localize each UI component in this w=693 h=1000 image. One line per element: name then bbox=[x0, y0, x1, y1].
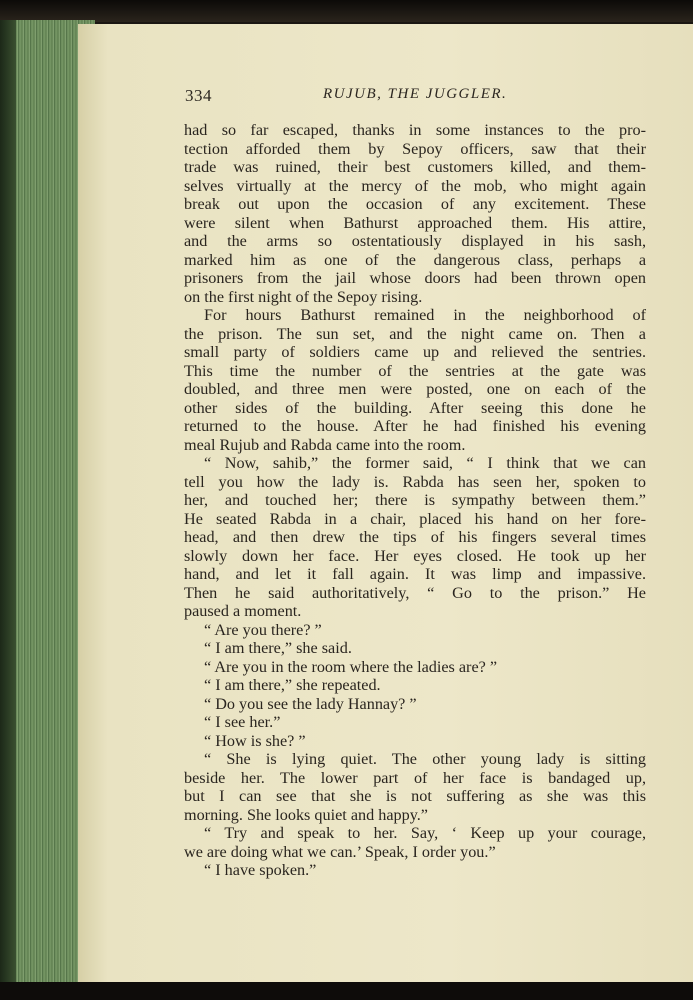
text-line: “ She is lying quiet. The other young lady is sitting bbox=[204, 750, 646, 768]
text-line: marked him as one of the dangerous class, perhaps a bbox=[184, 250, 646, 269]
text-line: were silent when Bathurst approached them. His attire, bbox=[184, 213, 646, 232]
text-line: “ Now, sahib,” the former said, “ I think that we can bbox=[204, 454, 646, 472]
text-line: but I can see that she is not suffering as she was this bbox=[184, 787, 646, 805]
page-number: 334 bbox=[185, 86, 212, 105]
text-line: break out upon the occasion of any excitement. These bbox=[184, 195, 646, 213]
scan-top-border bbox=[0, 0, 693, 22]
text-line: beside her. The lower part of her face is bandaged up, bbox=[184, 768, 646, 787]
text-line: returned to the house. After he had finished his evening bbox=[184, 417, 646, 435]
text-line: on the first night of the Sepoy rising. bbox=[184, 287, 423, 306]
text-line: tell you how the lady is. Rabda has seen her, spoken to bbox=[184, 472, 646, 491]
text-line: “ I have spoken.” bbox=[204, 861, 317, 879]
text-line: had so far escaped, thanks in some instances to the pro- bbox=[184, 121, 646, 139]
text-line: other sides of the building. After seeing this done he bbox=[184, 398, 646, 417]
text-line: “ Are you in the room where the ladies are? ” bbox=[204, 657, 498, 676]
book-spine-shadow bbox=[0, 20, 16, 995]
text-line: This time the number of the sentries at the gate was bbox=[184, 361, 646, 380]
text-line: selves virtually at the mercy of the mob, who might again bbox=[184, 176, 646, 195]
running-title: RUJUB, THE JUGGLER. bbox=[323, 86, 508, 102]
body-text bbox=[184, 121, 646, 880]
text-line: “ I am there,” she said. bbox=[204, 639, 352, 657]
text-line: and the arms so ostentatiously displayed in his sash, bbox=[184, 232, 646, 250]
text-line: her, and touched her; there is sympathy between them.” bbox=[184, 491, 646, 509]
text-line: tection afforded them by Sepoy officers, saw that their bbox=[184, 139, 646, 158]
text-line: “ How is she? ” bbox=[204, 731, 306, 750]
text-line: doubled, and three men were posted, one on each of the bbox=[184, 380, 646, 398]
text-line: “ Are you there? ” bbox=[204, 620, 322, 639]
text-line: small party of soldiers came up and relieved the sentries. bbox=[184, 343, 646, 361]
text-line: For hours Bathurst remained in the neighborhood of bbox=[204, 306, 646, 324]
text-line: paused a moment. bbox=[184, 602, 302, 620]
text-line: “ I see her.” bbox=[204, 713, 281, 731]
text-line: “ Do you see the lady Hannay? ” bbox=[204, 694, 417, 713]
text-line: slowly down her face. Her eyes closed. He took up her bbox=[184, 546, 646, 565]
text-line: prisoners from the jail whose doors had been thrown open bbox=[184, 269, 646, 287]
text-line: head, and then drew the tips of his fingers several times bbox=[184, 528, 646, 546]
running-head bbox=[185, 86, 645, 108]
text-line: “ Try and speak to her. Say, ‘ Keep up your courage, bbox=[204, 824, 646, 842]
text-line: meal Rujub and Rabda came into the room. bbox=[184, 435, 466, 454]
text-line: we are doing what we can.’ Speak, I order you.” bbox=[184, 842, 496, 861]
text-line: He seated Rabda in a chair, placed his hand on her fore- bbox=[184, 509, 646, 528]
text-line: morning. She looks quiet and happy.” bbox=[184, 805, 428, 824]
text-line: “ I am there,” she repeated. bbox=[204, 676, 381, 694]
text-line: hand, and let it fall again. It was limp and impassive. bbox=[184, 565, 646, 583]
scan-bottom-border bbox=[0, 982, 693, 1000]
text-line: the prison. The sun set, and the night came on. Then a bbox=[184, 324, 646, 343]
text-line: Then he said authoritatively, “ Go to the prison.” He bbox=[184, 583, 646, 602]
text-line: trade was ruined, their best customers killed, and them- bbox=[184, 158, 646, 176]
